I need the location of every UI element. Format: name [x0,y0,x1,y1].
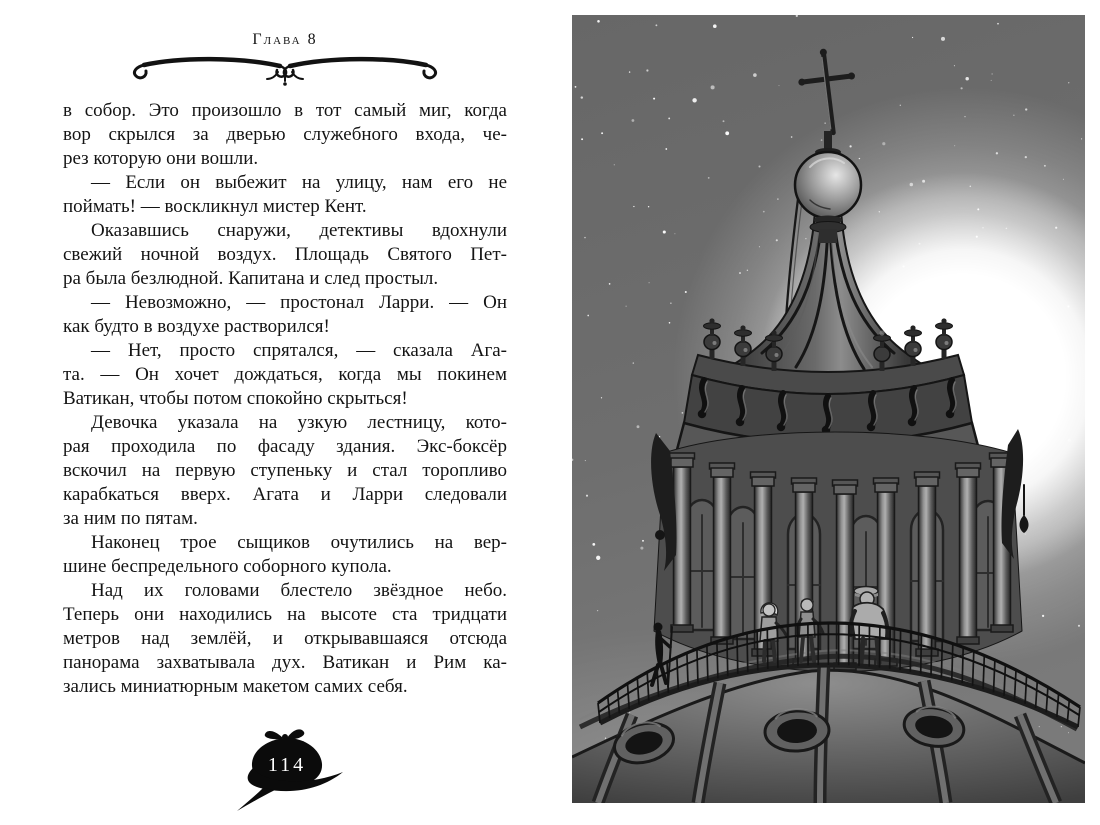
text-line: поймать! — воскликнул мистер Кент. [63,196,367,217]
page-number: 114 [267,754,307,776]
text-line: Наконец трое сыщиков очутились на вер- [91,532,507,553]
chapter-flourish-icon [120,52,450,86]
columns [670,453,1015,670]
text-line: ра была безлюдной. Капитана и след простыл. [63,268,439,289]
text-line: за ним по пятам. [63,508,198,529]
paragraph [63,171,507,219]
dome-illustration [572,15,1085,803]
text-line: шине беспредельного соборного купола. [63,556,392,577]
text-line: метров над землёй, и открывавшаяся отсюда [63,628,507,649]
paragraph [63,291,507,339]
left-page [63,0,507,825]
paragraph [63,99,507,171]
text-line: панорама захватывала дух. Ватикан и Рим ка- [63,652,507,673]
paragraph [63,579,507,699]
page-number-hat-icon [231,728,346,814]
text-line: как будто в воздухе растворился! [63,316,330,337]
text-line: свежий ночной воздух. Площадь Святого Пет- [63,244,507,265]
text-line: — Невозможно, — простонал Ларри. — Он [91,292,507,313]
text-line: карабкаться вверх. Агата и Ларри следовали [63,484,507,505]
text-line: вор скрылся за дверью служебного входа, че- [63,124,507,145]
text-line: — Если он выбежит на улицу, нам его не [91,172,507,193]
text-line: рая проходила по фасаду здания. Экс-боксёр [63,436,507,457]
text-line: зались миниатюрным макетом самих себя. [63,676,408,697]
text-line: рез которую они вошли. [63,148,259,169]
text-line: Оказавшись снаружи, детективы вдохнули [91,220,507,241]
text-line: Ватикан, чтобы потом спокойно скрыться! [63,388,408,409]
paragraph [63,411,507,531]
text-line: вскочил на первую ступеньку и стал торопливо [63,460,507,481]
body-text [63,99,507,699]
paragraph [63,219,507,291]
paragraph [63,339,507,411]
chapter-heading: Глава 8 [252,31,318,48]
text-line: Теперь они находились на высоте ста тридцати [63,604,507,625]
text-line: в собор. Это произошло в тот самый миг, когда [63,100,507,121]
paragraph [63,531,507,579]
text-line: Девочка указала на узкую лестницу, кото- [91,412,507,433]
text-line: та. — Он хочет дождаться, когда мы покинем [63,364,507,385]
text-line: Над их головами блестело звёздное небо. [91,580,507,601]
text-line: — Нет, просто спрятался, — сказала Ага- [91,340,507,361]
